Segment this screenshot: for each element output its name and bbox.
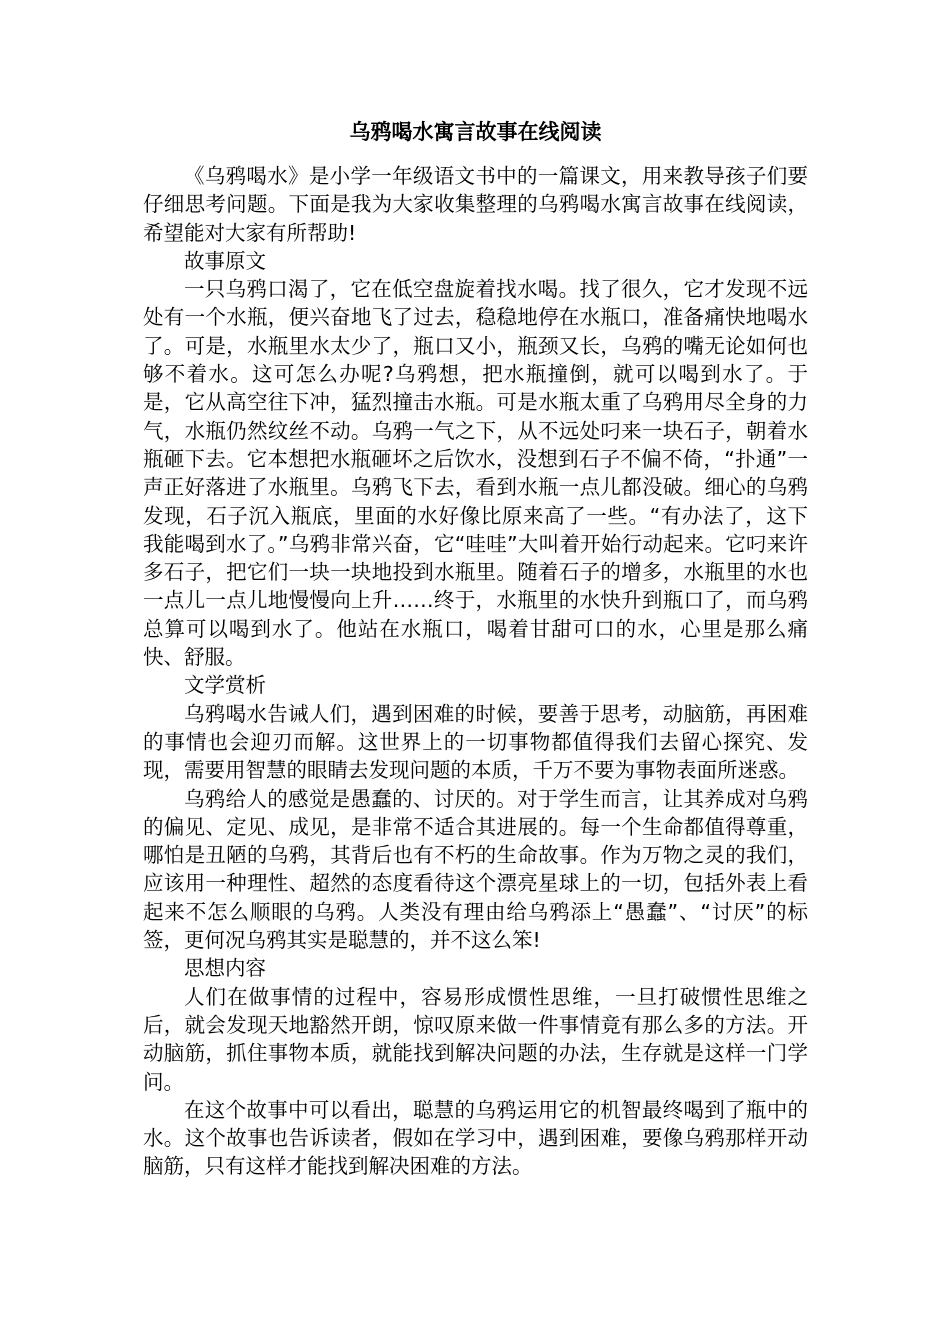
- thought-paragraph-2: 在这个故事中可以看出，聪慧的乌鸦运用它的机智最终喝到了瓶中的水。这个故事也告诉读者，假如在学习中，遇到困难，要像乌鸦那样开动脑筋，只有这样才能找到解决困难的方法。: [143, 1097, 808, 1179]
- analysis-paragraph-2: 乌鸦给人的感觉是愚蠢的、讨厌的。对于学生而言，让其养成对乌鸦的偏见、定见、成见，是非常不适合其进展的。每一个生命都值得尊重，哪怕是丑陋的乌鸦，其背后也有不朽的生命故事。作为万物之灵的我们，应该用一种理性、超然的态度看待这个漂亮星球上的一切，包括外表上看起来不怎么顺眼的乌鸦。人类没有理由给乌鸦添上“愚蠢”、“讨厌”的标签，更何况乌鸦其实是聪慧的，并不这么笨!: [143, 786, 808, 953]
- document-page: [143, 112, 808, 1181]
- story-paragraph: 一只乌鸦口渴了，它在低空盘旋着找水喝。找了很久，它才发现不远处有一个水瓶，便兴奋地飞了过去，稳稳地停在水瓶口，准备痛快地喝水了。可是，水瓶里水太少了，瓶口又小，瓶颈又长，乌鸦的嘴无论如何也够不着水。这可怎么办呢?乌鸦想，把水瓶撞倒，就可以喝到水了。于是，它从高空往下冲，猛烈撞击水瓶。可是水瓶太重了乌鸦用尽全身的力气，水瓶仍然纹丝不动。乌鸦一气之下，从不远处叼来一块石子，朝着水瓶砸下去。它本想把水瓶砸坏之后饮水，没想到石子不偏不倚，“扑通”一声正好落进了水瓶里。乌鸦飞下去，看到水瓶一点儿都没破。细心的乌鸦发现，石子沉入瓶底，里面的水好像比原来高了一些。“有办法了，这下我能喝到水了。”乌鸦非常兴奋，它“哇哇”大叫着开始行动起来。它叼来许多石子，把它们一块一块地投到水瓶里。随着石子的增多，水瓶里的水也一点儿一点儿地慢慢向上升……终于，水瓶里的水快升到瓶口了，而乌鸦总算可以喝到水了。他站在水瓶口，喝着甘甜可口的水，心里是那么痛快、舒服。: [143, 277, 808, 670]
- document-title: 乌鸦喝水寓言故事在线阅读: [349, 120, 602, 144]
- thought-paragraph-1: 人们在做事情的过程中，容易形成惯性思维，一旦打破惯性思维之后，就会发现天地豁然开朗，惊叹原来做一件事情竟有那么多的方法。开动脑筋，抓住事物本质，就能找到解决问题的办法，生存就是这样一门学问。: [143, 984, 808, 1094]
- analysis-paragraph-1: 乌鸦喝水告诫人们，遇到困难的时候，要善于思考，动脑筋，再困难的事情也会迎刃而解。这世界上的一切事物都值得我们去留心探究、发现，需要用智慧的眼睛去发现问题的本质，千万不要为事物表面所迷惑。: [143, 701, 808, 783]
- section-heading-original-story: 故事原文: [184, 248, 266, 273]
- section-heading-thought-content: 思想内容: [184, 956, 266, 981]
- intro-paragraph: 《乌鸦喝水》是小学一年级语文书中的一篇课文，用来教导孩子们要仔细思考问题。下面是我为大家收集整理的乌鸦喝水寓言故事在线阅读，希望能对大家有所帮助!: [143, 164, 808, 245]
- section-heading-literary-analysis: 文学赏析: [184, 673, 266, 698]
